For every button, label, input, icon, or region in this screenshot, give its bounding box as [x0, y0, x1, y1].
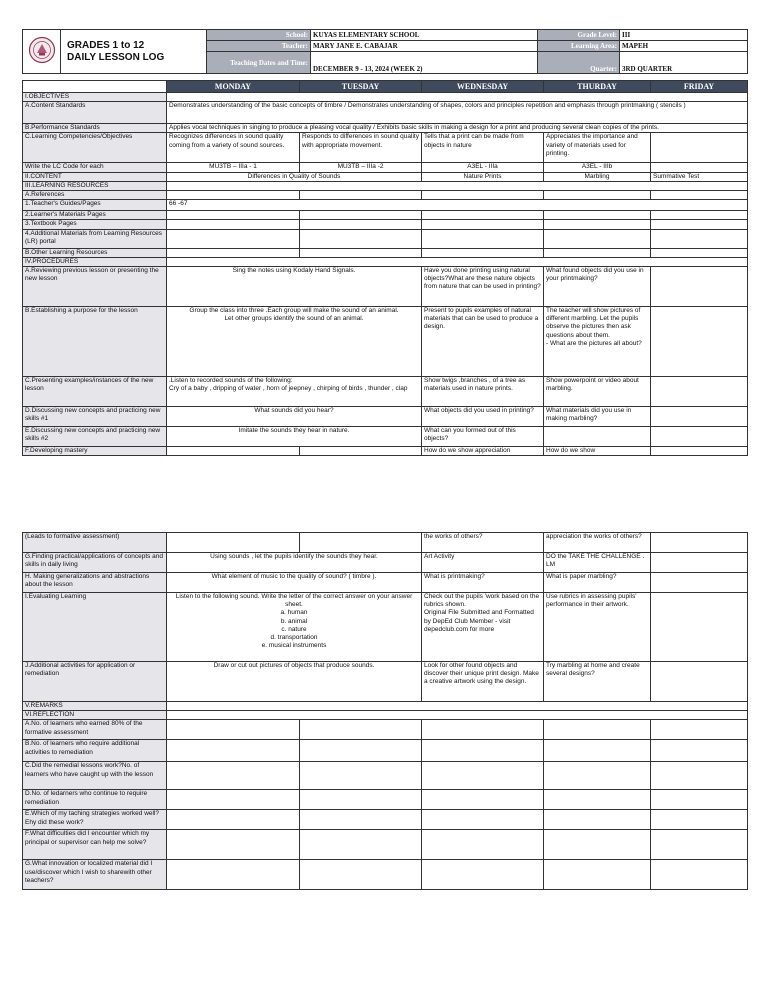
- table-row: [23, 593, 748, 662]
- rc-thu: [544, 762, 651, 790]
- purpose-label: B.Establishing a purpose for the lesson: [23, 307, 167, 377]
- rc-fri: [651, 762, 748, 790]
- table-row: [23, 163, 748, 172]
- remarks-cell: [167, 702, 748, 711]
- quarter-label: Quarter:: [538, 52, 620, 74]
- ra-mon: [167, 720, 300, 740]
- title-line1: GRADES 1 to 12: [67, 39, 145, 51]
- rd-thu: [544, 790, 651, 810]
- resources-cell: [167, 181, 748, 190]
- finding-fri: [651, 553, 748, 573]
- lm-fri: [651, 211, 748, 220]
- lm-wed: [422, 211, 544, 220]
- rf-tue: [300, 830, 422, 860]
- table-row: [23, 662, 748, 702]
- table-row: [23, 790, 748, 810]
- table-row: [23, 124, 748, 133]
- references-wed: [422, 191, 544, 200]
- formative-fri: [651, 533, 748, 553]
- tg-pages-mon: 66 -67: [167, 200, 748, 211]
- lm-pages-label: 2.Learner's Materials Pages: [23, 211, 167, 220]
- re-thu: [544, 810, 651, 830]
- log-title: [61, 30, 207, 74]
- table-row: [23, 172, 748, 181]
- grade-level-value: III: [620, 30, 748, 41]
- ra-thu: [544, 720, 651, 740]
- table-row: [23, 267, 748, 307]
- day-friday: FRIDAY: [651, 81, 748, 93]
- table-row: [23, 740, 748, 762]
- lm-tue: [300, 211, 422, 220]
- mastery-thu: How do we show: [544, 447, 651, 456]
- table-row: [23, 191, 748, 200]
- evaluating-thu: Use rubrics in assessing pupils' performance in their artwork.: [544, 593, 651, 662]
- am-fri: [651, 229, 748, 248]
- competencies-tue: Responds to differences in sound quality with appropriate movement.: [300, 133, 422, 163]
- rg-mon: [167, 860, 300, 890]
- reviewing-thu: What found objects did you use in your printmaking?: [544, 267, 651, 307]
- rg-thu: [544, 860, 651, 890]
- header-table: [22, 29, 748, 74]
- generalizations-montue: What element of music to the quality of sound? ( timbre ).: [167, 573, 422, 593]
- formative-wed: the works of others?: [422, 533, 544, 553]
- references-tue: [300, 191, 422, 200]
- reflection-b-label: B.No. of learners who require additional activities to remediation: [23, 740, 167, 762]
- quarter-value: 3RD QUARTER: [620, 52, 748, 74]
- mastery-tue: [300, 447, 422, 456]
- ra-wed: [422, 720, 544, 740]
- reflection-g-label: G.What innovation or localized material did I use/discover which I wish to sharewith other teachers?: [23, 860, 167, 890]
- ra-tue: [300, 720, 422, 740]
- content-label: II.CONTENT: [23, 172, 167, 181]
- lesson-log-table-page2: [22, 532, 748, 890]
- objectives-cell: [167, 93, 748, 102]
- reflection-c-label: C.Did the remedial lessons work?No. of learners who have caught up with the lesson: [23, 762, 167, 790]
- content-wed: Nature Prints: [422, 172, 544, 181]
- evaluating-wed: Check out the pupils 'work based on the rubrics shown. Original File Submitted and Formatted by DepEd Club Member - visit depedclub.com for more: [422, 593, 544, 662]
- table-row: [23, 211, 748, 220]
- table-row: [23, 407, 748, 427]
- table-row: [23, 762, 748, 790]
- additional-label: J.Additional activities for application or remediation: [23, 662, 167, 702]
- remarks-label: V.REMARKS: [23, 702, 167, 711]
- table-row: [23, 257, 748, 266]
- lm-thu: [544, 211, 651, 220]
- discussing2-label: E.Discussing new concepts and practicing new skills #2: [23, 427, 167, 447]
- reviewing-fri: [651, 267, 748, 307]
- presenting-fri: [651, 377, 748, 407]
- table-row: [23, 573, 748, 593]
- evaluating-choice-e: e. musical instruments: [261, 642, 327, 650]
- references-thu: [544, 191, 651, 200]
- or-tue: [300, 248, 422, 257]
- grade-level-label: Grade Level:: [538, 30, 620, 41]
- lm-mon: [167, 211, 300, 220]
- table-row: [23, 102, 748, 124]
- table-row: [23, 860, 748, 890]
- mastery-label: F.Developing mastery: [23, 447, 167, 456]
- rd-fri: [651, 790, 748, 810]
- references-label: A.References: [23, 191, 167, 200]
- presenting-montue: .Listen to recorded sounds of the following: Cry of a baby , dripping of water , horn of jeepney , chirping of birds , thunder , clap: [167, 377, 422, 407]
- procedures-label: IV.PROCEDURES: [23, 257, 167, 266]
- school-value: KUYAS ELEMENTARY SCHOOL: [311, 30, 538, 41]
- school-label: School:: [207, 30, 311, 41]
- evaluating-instruction: Listen to the following sound. Write the letter of the correct answer on your answer sheet.: [175, 593, 413, 609]
- evaluating-label: I.Evaluating Learning: [23, 593, 167, 662]
- content-montue: Differences in Quality of Sounds: [167, 172, 422, 181]
- additional-wed: Look for other found objects and discover their unique print design. Make a creative artwork using the design.: [422, 662, 544, 702]
- evaluating-fri: [651, 593, 748, 662]
- lc-code-tue: MU3TB – IIIa -2: [300, 163, 422, 172]
- discussing1-wed: What objects did you used in printing?: [422, 407, 544, 427]
- dates-label: Teaching Dates and Time:: [207, 52, 311, 74]
- references-mon: [167, 191, 300, 200]
- evaluating-montue: [167, 593, 422, 662]
- textbook-pages-label: 3.Textbook Pages: [23, 220, 167, 229]
- teacher-label: Teacher:: [207, 41, 311, 52]
- tb-thu: [544, 220, 651, 229]
- other-resources-label: B.Other Learning Resources: [23, 248, 167, 257]
- rd-mon: [167, 790, 300, 810]
- purpose-wed: Present to pupils examples of natural materials that can be used to produce a design.: [422, 307, 544, 377]
- lc-code-thu: A3EL - IIIb: [544, 163, 651, 172]
- evaluating-choice-d: d. transportation: [270, 634, 318, 642]
- rb-fri: [651, 740, 748, 762]
- additional-montue: Draw or cut out pictures of objects that produce sounds.: [167, 662, 422, 702]
- rb-mon: [167, 740, 300, 762]
- table-row: [23, 200, 748, 211]
- presenting-label: C.Presenting examples/instances of the new lesson: [23, 377, 167, 407]
- objectives-label: I.OBJECTIVES: [23, 93, 167, 102]
- discussing2-wed: What can you formed out of this objects?: [422, 427, 544, 447]
- mastery-wed: How do we show appreciation: [422, 447, 544, 456]
- tb-tue: [300, 220, 422, 229]
- dates-value: DECEMBER 9 - 13, 2024 (WEEK 2): [311, 52, 538, 74]
- table-row: [23, 711, 748, 720]
- competencies-wed: Tells that a print can be made from objects in nature: [422, 133, 544, 163]
- rb-tue: [300, 740, 422, 762]
- reflection-e-label: E.Which of my taching strategies worked well?Ehy did these work?: [23, 810, 167, 830]
- presenting-thu: Show powerpoint or video about marbling.: [544, 377, 651, 407]
- purpose-thu: The teacher will show pictures of different marbling. Let the pupils observe the pictures then ask questions about them. - What are the pictures all about?: [544, 307, 651, 377]
- tb-fri: [651, 220, 748, 229]
- discussing1-thu: What materials did you use in making marbling?: [544, 407, 651, 427]
- or-thu: [544, 248, 651, 257]
- purpose-montue-line1: Group the class into three .Each group will make the sound of an animal.: [189, 307, 399, 315]
- table-row: [23, 93, 748, 102]
- formative-thu: appreciation the works of others?: [544, 533, 651, 553]
- table-row: [23, 533, 748, 553]
- generalizations-label: H. Making generalizations and abstractions about the lesson: [23, 573, 167, 593]
- competencies-thu: Appreciates the importance and variety of materials used for printing.: [544, 133, 651, 163]
- content-standards-label: A.Content Standards: [23, 102, 167, 124]
- purpose-montue: [167, 307, 422, 377]
- tb-mon: [167, 220, 300, 229]
- reflection-f-label: F.What difficulties did I encounter which my principal or supervisor can help me solve?: [23, 830, 167, 860]
- rb-wed: [422, 740, 544, 762]
- table-row: [23, 553, 748, 573]
- rd-tue: [300, 790, 422, 810]
- table-row: [23, 133, 748, 163]
- re-fri: [651, 810, 748, 830]
- formative-label: (Leads to formative assessment): [23, 533, 167, 553]
- lesson-log-table-page1: [22, 80, 748, 456]
- table-row: [23, 447, 748, 456]
- competencies-label: C.Learning Competencies/Objectives: [23, 133, 167, 163]
- generalizations-wed: What is printmaking?: [422, 573, 544, 593]
- lc-code-label: Write the LC Code for each: [23, 163, 167, 172]
- rf-mon: [167, 830, 300, 860]
- evaluating-choice-b: b. animal: [280, 617, 308, 625]
- reviewing-wed: Have you done printing using natural objects?What are these nature objects from nature that can be used in printing?: [422, 267, 544, 307]
- re-mon: [167, 810, 300, 830]
- content-thu: Marbling: [544, 172, 651, 181]
- mastery-mon: [167, 447, 300, 456]
- competencies-mon: Recognizes differences in sound quality coming from a variety of sound sources.: [167, 133, 300, 163]
- table-row: [23, 720, 748, 740]
- performance-standards-label: B.Performance Standards: [23, 124, 167, 133]
- generalizations-fri: [651, 573, 748, 593]
- discussing1-label: D.Discussing new concepts and practicing new skills #1: [23, 407, 167, 427]
- discussing1-fri: [651, 407, 748, 427]
- purpose-montue-line2: Let other groups identify the sound of an animal.: [224, 315, 364, 323]
- reflection-d-label: D.No. of ledarners who continue to require remediation: [23, 790, 167, 810]
- empty-corner: [23, 81, 167, 93]
- ra-fri: [651, 720, 748, 740]
- title-line2: DAILY LESSON LOG: [67, 51, 165, 63]
- rf-thu: [544, 830, 651, 860]
- deped-seal-icon: [28, 36, 56, 64]
- procedures-cell: [167, 257, 748, 266]
- content-standards-text: Demonstrates understanding of the basic concepts of timbre / Demonstrates understanding of shapes, colors and principles repetition and emphasis through printmaking ( stencils ): [167, 102, 748, 124]
- table-row: [23, 427, 748, 447]
- discussing2-montue: Imitate the sounds they hear in nature.: [167, 427, 422, 447]
- table-row: [23, 830, 748, 860]
- or-fri: [651, 248, 748, 257]
- rg-wed: [422, 860, 544, 890]
- or-mon: [167, 248, 300, 257]
- learning-area-label: Learning Area:: [538, 41, 620, 52]
- purpose-fri: [651, 307, 748, 377]
- finding-montue: Using sounds , let the pupils identify the sounds they hear.: [167, 553, 422, 573]
- discussing2-fri: [651, 427, 748, 447]
- reviewing-montue: Sing the notes using Kodaly Hand Signals.: [167, 267, 422, 307]
- am-tue: [300, 229, 422, 248]
- rg-fri: [651, 860, 748, 890]
- discussing1-montue: What sounds did you hear?: [167, 407, 422, 427]
- table-row: [23, 377, 748, 407]
- rc-mon: [167, 762, 300, 790]
- table-row: [23, 229, 748, 248]
- table-row: [23, 220, 748, 229]
- re-wed: [422, 810, 544, 830]
- references-fri: [651, 191, 748, 200]
- day-tuesday: TUESDAY: [300, 81, 422, 93]
- day-thursday: THURDAY: [544, 81, 651, 93]
- content-fri: Summative Test: [651, 172, 748, 181]
- resources-label: III.LEARNING RESOURCES: [23, 181, 167, 190]
- evaluating-choice-c: c. nature: [281, 625, 307, 633]
- finding-wed: Art Activity: [422, 553, 544, 573]
- day-header-row: [23, 81, 748, 93]
- formative-mon: [167, 533, 300, 553]
- table-row: [23, 248, 748, 257]
- additional-materials-label: 4.Additional Materials from Learning Resources (LR) portal: [23, 229, 167, 248]
- rf-fri: [651, 830, 748, 860]
- additional-fri: [651, 662, 748, 702]
- am-wed: [422, 229, 544, 248]
- rc-wed: [422, 762, 544, 790]
- discussing2-thu: [544, 427, 651, 447]
- teacher-value: MARY JANE E. CABAJAR: [311, 41, 538, 52]
- table-row: [23, 307, 748, 377]
- evaluating-choice-a: a. human: [280, 609, 308, 617]
- or-wed: [422, 248, 544, 257]
- day-wednesday: WEDNESDAY: [422, 81, 544, 93]
- reviewing-label: A.Reviewing previous lesson or presenting the new lesson: [23, 267, 167, 307]
- additional-thu: Try marbling at home and create several designs?: [544, 662, 651, 702]
- performance-standards-text: Applies vocal techniques in singing to produce a pleasing vocal quality / Exhibits basic skills in making a design for a print and producing several clean copies of the prints.: [167, 124, 748, 133]
- finding-thu: DO the TAKE THE CHALLENGE . LM: [544, 553, 651, 573]
- formative-tue: [300, 533, 422, 553]
- reflection-label: VI.REFLECTION: [23, 711, 167, 720]
- table-row: [23, 702, 748, 711]
- tg-pages-label: 1.Teacher's Guides/Pages: [23, 200, 167, 211]
- presenting-wed: Show twigs ,branches , of a tree as materials used in nature prints.: [422, 377, 544, 407]
- rf-wed: [422, 830, 544, 860]
- re-tue: [300, 810, 422, 830]
- rb-thu: [544, 740, 651, 762]
- generalizations-thu: What is paper marbling?: [544, 573, 651, 593]
- reflection-cell: [167, 711, 748, 720]
- lc-code-wed: A3EL - IIIa: [422, 163, 544, 172]
- rg-tue: [300, 860, 422, 890]
- tb-wed: [422, 220, 544, 229]
- table-row: [23, 810, 748, 830]
- day-monday: MONDAY: [167, 81, 300, 93]
- lc-code-mon: MU3TB – IIIa - 1: [167, 163, 300, 172]
- rc-tue: [300, 762, 422, 790]
- competencies-fri: [651, 133, 748, 163]
- finding-label: G.Finding practical/applications of concepts and skills in daily living: [23, 553, 167, 573]
- reflection-a-label: A.No. of learners who earned 80% of the formative assessment: [23, 720, 167, 740]
- table-row: [23, 181, 748, 190]
- am-thu: [544, 229, 651, 248]
- learning-area-value: MAPEH: [620, 41, 748, 52]
- rd-wed: [422, 790, 544, 810]
- mastery-fri: [651, 447, 748, 456]
- am-mon: [167, 229, 300, 248]
- lc-code-fri: [651, 163, 748, 172]
- deped-seal: [23, 30, 61, 74]
